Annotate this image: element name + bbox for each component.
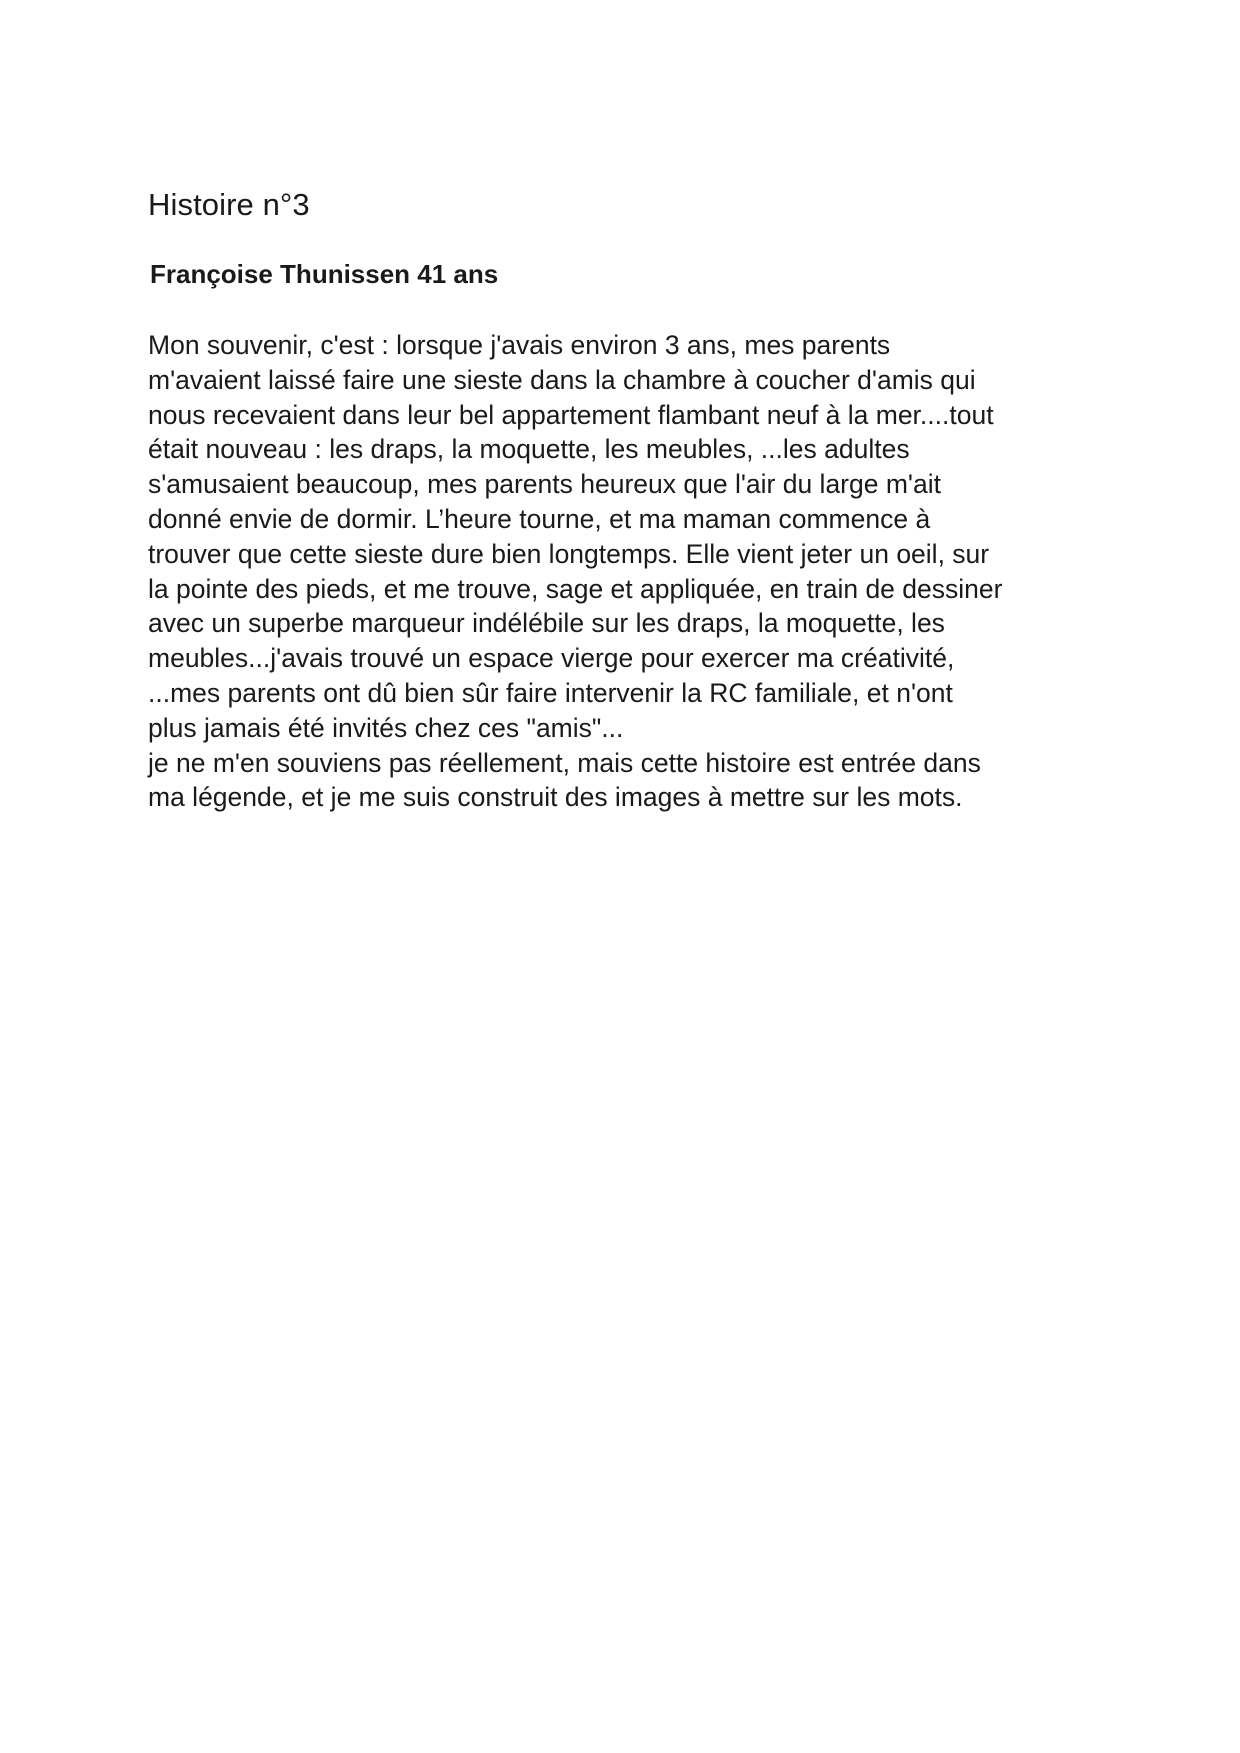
body-line: m'avaient laissé faire une sieste dans la chambre à coucher d'amis qui [148, 364, 976, 395]
body-line: Mon souvenir, c'est : lorsque j'avais environ 3 ans, mes parents [148, 330, 891, 360]
body-line: je ne m'en souviens pas réellement, mais cette histoire est entrée dans [148, 747, 981, 778]
body-line: trouver que cette sieste dure bien longtemps. Elle vient jeter un oeil, sur [148, 538, 990, 569]
author-line: Françoise Thunissen 41 ans [150, 259, 499, 289]
body-line: nous recevaient dans leur bel appartement flambant neuf à la mer....tout [148, 399, 994, 430]
document-title: Histoire n°3 [148, 187, 310, 222]
body-line: donné envie de dormir. L’heure tourne, et ma maman commence à [148, 503, 931, 534]
story-body [148, 328, 1108, 815]
body-line: était nouveau : les draps, la moquette, les meubles, ...les adultes [148, 434, 910, 465]
document-content [148, 186, 1108, 815]
body-line: meubles...j'avais trouvé un espace vierge pour exercer ma créativité, [148, 643, 955, 674]
body-line: s'amusaient beaucoup, mes parents heureux que l'air du large m'ait [148, 469, 941, 500]
body-line: ma légende, et je me suis construit des images à mettre sur les mots. [148, 782, 963, 813]
body-line: plus jamais été invités chez ces "amis"... [148, 712, 624, 743]
body-line: avec un superbe marqueur indélébile sur les draps, la moquette, les [148, 608, 945, 639]
body-line: la pointe des pieds, et me trouve, sage et appliquée, en train de dessiner [148, 573, 1003, 604]
body-line: ...mes parents ont dû bien sûr faire intervenir la RC familiale, et n'ont [148, 677, 953, 708]
